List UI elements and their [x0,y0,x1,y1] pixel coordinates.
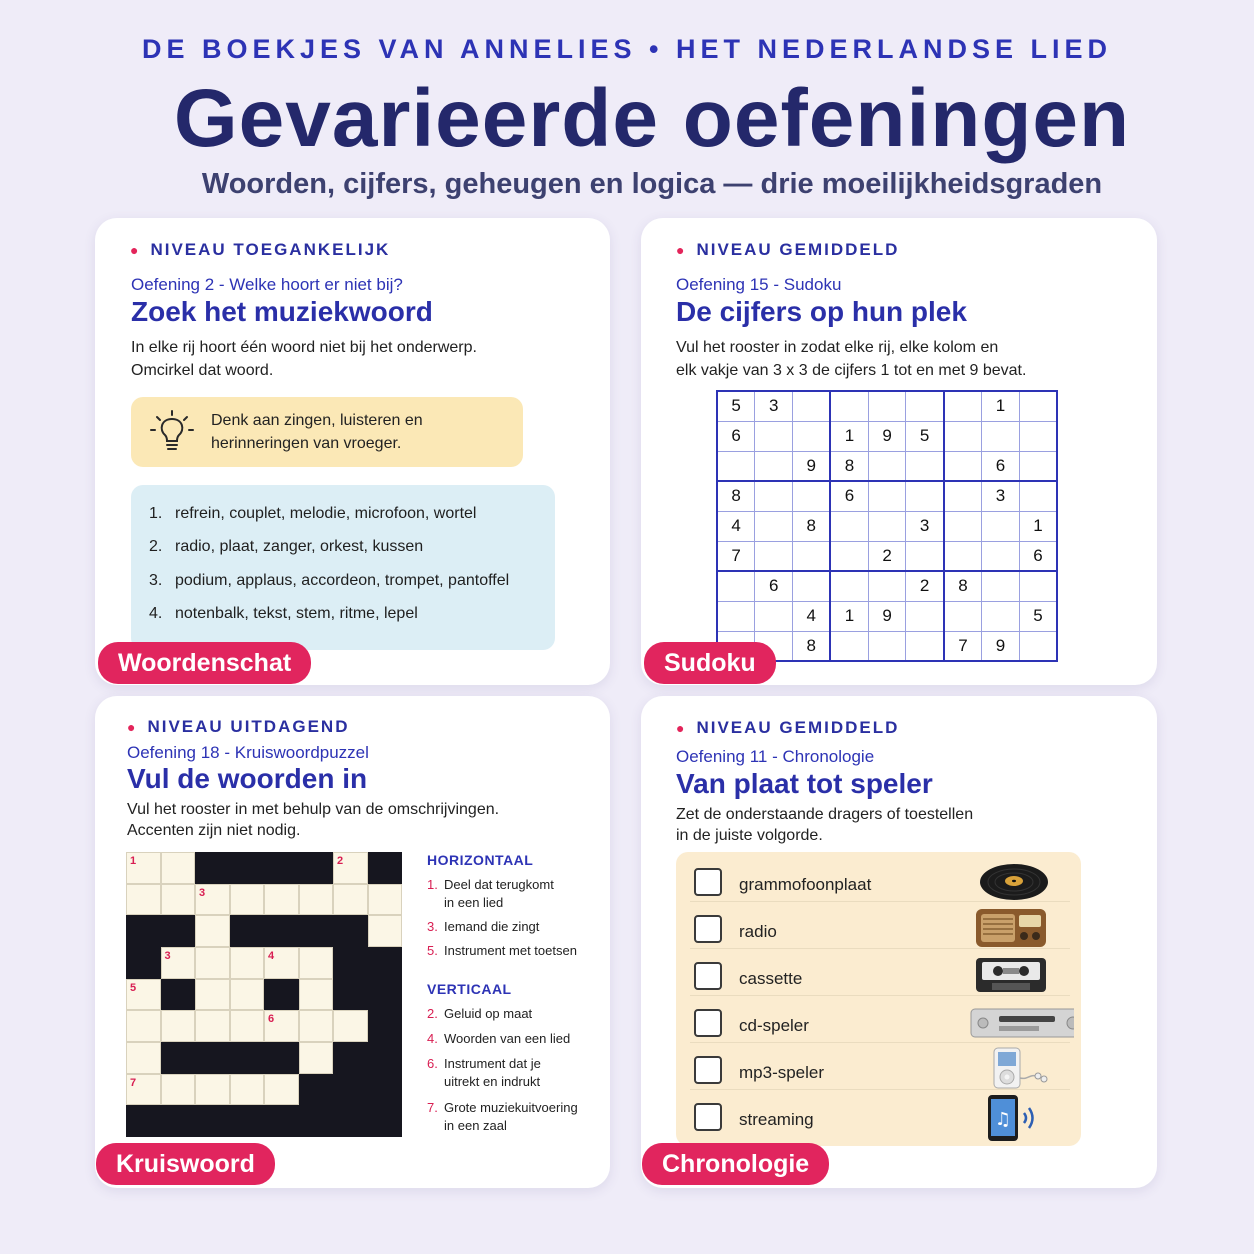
crossword-cell[interactable] [299,884,334,916]
list-item: cassette [690,950,1070,996]
sudoku-cell[interactable] [755,601,793,631]
hint-box [131,397,523,467]
crossword-cell[interactable] [299,979,334,1011]
sudoku-cell[interactable] [793,421,831,451]
sudoku-cell: 5 [717,391,755,421]
crossword-cell[interactable] [126,884,161,916]
sudoku-cell[interactable] [982,601,1020,631]
exercise-label: Oefening 2 - Welke hoort er niet bij? [131,275,403,294]
clue-item: 3. Iemand die zingt [427,919,540,934]
sudoku-cell: 1 [830,421,868,451]
exercise-title: De cijfers op hun plek [676,296,967,327]
sudoku-row [717,601,1057,631]
sudoku-cell[interactable] [868,511,906,541]
sudoku-cell: 2 [868,541,906,571]
clue-item: 2. Geluid op maat [427,1006,533,1021]
mp3-player-icon [958,1046,1048,1090]
sudoku-cell[interactable] [906,541,944,571]
clue-item: 4. Woorden van een lied [427,1031,571,1046]
sudoku-cell[interactable] [906,481,944,511]
crossword-clue-number: 7 [130,1076,137,1089]
order-checkbox[interactable] [694,1009,722,1037]
crossword-cell[interactable] [195,979,230,1011]
crossword-clue-number: 1 [130,855,137,867]
sudoku-cell[interactable] [1019,421,1057,451]
crossword-clue-number: 6 [268,1013,275,1026]
crossword-cell[interactable] [299,947,334,979]
sudoku-cell[interactable] [830,541,868,571]
crossword-cell[interactable] [195,1074,230,1106]
sudoku-cell: 7 [944,631,982,661]
bullet-dot-icon: ● [676,720,687,736]
sudoku-cell[interactable] [755,511,793,541]
sudoku-cell[interactable] [944,511,982,541]
sudoku-cell[interactable] [944,421,982,451]
sudoku-cell[interactable] [868,451,906,481]
sudoku-cell[interactable] [982,421,1020,451]
sudoku-cell[interactable] [717,571,755,601]
level-label: ● NIVEAU TOEGANKELIJK [130,240,391,259]
sudoku-cell[interactable] [830,391,868,421]
sudoku-cell[interactable] [830,631,868,661]
exercise-label: Oefening 11 - Chronologie [676,747,875,766]
sudoku-cell: 9 [793,451,831,481]
exercise-description: Vul het rooster in met behulp van de omschrijvingen. Accenten zijn niet nodig. [127,801,500,839]
hint-text: Denk aan zingen, luisteren en herinneringen van vroeger. [211,412,423,452]
sudoku-cell[interactable] [1019,451,1057,481]
sudoku-row [717,541,1057,571]
exercise-description: Vul het rooster in zodat elke rij, elke kolom en elk vakje van 3 x 3 de cijfers 1 tot en met 9 bevat. [676,339,1027,379]
crossword-cell[interactable] [230,1010,265,1042]
sudoku-row [717,481,1057,511]
sudoku-row [717,511,1057,541]
category-tag-chronologie: Chronologie [642,1143,829,1185]
sudoku-cell: 1 [1019,511,1057,541]
category-tag-woordenschat: Woordenschat [98,642,311,684]
sudoku-cell[interactable] [1019,391,1057,421]
sudoku-cell[interactable] [906,391,944,421]
clues-horizontal [427,852,533,868]
smartphone-streaming-icon [958,1093,1048,1143]
list-item: 1. refrein, couplet, melodie, microfoon, wortel [149,505,477,522]
level-label: ● NIVEAU UITDAGEND [127,717,350,736]
clue-item: 7. Grote muziekuitvoering in een zaal [427,1100,578,1133]
crossword-cell[interactable] [368,915,403,947]
sudoku-cell[interactable] [982,541,1020,571]
page-title: Gevarieerde oefeningen [173,73,1131,164]
category-tag-sudoku: Sudoku [644,642,776,684]
crossword-cell[interactable] [161,1010,196,1042]
sudoku-cell[interactable] [1019,631,1057,661]
sudoku-cell[interactable] [793,571,831,601]
clues-vertical [427,981,512,997]
list-item: streaming ♫ [690,1091,1070,1137]
crossword-cell[interactable] [230,1074,265,1106]
sudoku-row [717,391,1057,421]
crossword-cell[interactable] [126,1010,161,1042]
sudoku-cell[interactable] [944,601,982,631]
exercise-label: Oefening 18 - Kruiswoordpuzzel [127,743,369,762]
sudoku-cell: 1 [830,601,868,631]
crossword-grid [126,852,402,1137]
sudoku-cell: 8 [830,451,868,481]
crossword-cell[interactable] [161,1074,196,1106]
sudoku-cell[interactable] [830,511,868,541]
exercise-title: Zoek het muziekwoord [131,296,433,327]
exercise-description: Zet de onderstaande dragers of toestellen in de juiste volgorde. [676,806,974,844]
crossword-clue-number: 3 [164,950,171,962]
order-checkbox[interactable] [694,962,722,990]
sudoku-cell[interactable] [868,391,906,421]
sudoku-row [717,571,1057,601]
crossword-cell[interactable] [368,884,403,916]
bullet-dot-icon: ● [130,242,141,258]
vinyl-record-icon [958,858,1048,902]
sudoku-cell[interactable] [755,481,793,511]
cd-player-icon [954,999,1074,1043]
level-label: ● NIVEAU GEMIDDELD [676,718,900,737]
sudoku-cell: 4 [793,601,831,631]
list-item: cd-speler [690,997,1070,1043]
crossword-cell[interactable] [264,884,299,916]
page-subtitle: Woorden, cijfers, geheugen en logica — drie moeilijkheidsgraden [201,168,1103,200]
sudoku-cell: 3 [906,511,944,541]
sudoku-cell[interactable] [982,511,1020,541]
sudoku-cell: 5 [906,421,944,451]
crossword-clue-number: 5 [130,981,137,994]
crossword-cell[interactable] [299,1010,334,1042]
crossword-cell[interactable] [161,884,196,916]
sudoku-cell: 3 [755,391,793,421]
list-item: radio [690,903,1070,949]
order-checkbox[interactable] [694,915,722,943]
cassette-icon [958,952,1048,996]
sudoku-cell[interactable] [717,601,755,631]
clue-heading: HORIZONTAAL [427,852,534,868]
list-item: 4. notenbalk, tekst, stem, ritme, lepel [149,605,418,622]
sudoku-cell[interactable] [906,631,944,661]
sudoku-cell: 6 [717,421,755,451]
sudoku-cell[interactable] [830,571,868,601]
sudoku-cell: 6 [1019,541,1057,571]
bullet-dot-icon: ● [127,719,138,735]
crossword-clue-number: 4 [268,950,275,962]
sudoku-row [717,421,1057,451]
crossword-cell[interactable] [126,1042,161,1074]
order-checkbox[interactable] [694,1103,722,1131]
sudoku-cell[interactable] [755,541,793,571]
svg-text:♫: ♫ [994,1109,1012,1130]
sudoku-cell: 4 [717,511,755,541]
sudoku-cell[interactable] [868,571,906,601]
category-tag-kruiswoord: Kruiswoord [96,1143,275,1185]
list-item: 2. radio, plaat, zanger, orkest, kussen [149,538,424,555]
crossword-cell[interactable] [333,884,368,916]
sudoku-cell[interactable] [868,631,906,661]
crossword-cell[interactable] [161,852,196,884]
level-label: ● NIVEAU GEMIDDELD [676,240,900,259]
crossword-cell[interactable] [230,947,265,979]
sudoku-cell[interactable] [944,451,982,481]
exercise-title: Vul de woorden in [127,763,368,794]
sudoku-cell: 3 [982,481,1020,511]
crossword-cell[interactable] [195,947,230,979]
sudoku-cell: 5 [1019,601,1057,631]
sudoku-cell[interactable] [944,541,982,571]
sudoku-cell: 6 [755,571,793,601]
clue-heading: VERTICAAL [427,981,512,997]
crossword-cell[interactable] [333,1010,368,1042]
brand-header: DE BOEKJES VAN ANNELIES • HET NEDERLANDSE LIED [141,34,1113,64]
sudoku-cell[interactable] [755,451,793,481]
radio-icon [958,905,1048,949]
sudoku-cell[interactable] [1019,481,1057,511]
sudoku-cell: 7 [717,541,755,571]
exercise-title: Van plaat tot speler [676,768,933,799]
crossword-cell[interactable] [230,884,265,916]
list-item: grammofoonplaat [690,856,1070,902]
sudoku-cell[interactable] [793,481,831,511]
sudoku-cell: 9 [868,421,906,451]
exercise-description: In elke rij hoort één woord niet bij het onderwerp. Omcirkel dat woord. [131,339,477,379]
sudoku-cell[interactable] [793,541,831,571]
sudoku-cell: 9 [982,631,1020,661]
crossword-cell[interactable] [264,1074,299,1106]
sudoku-cell: 6 [830,481,868,511]
order-checkbox[interactable] [694,1056,722,1084]
clue-item: 5. Instrument met toetsen [427,943,577,958]
crossword-cell[interactable] [195,915,230,947]
crossword-cell[interactable] [299,1042,334,1074]
sudoku-cell: 9 [868,601,906,631]
chronology-list [676,852,1081,1146]
sudoku-cell: 8 [793,631,831,661]
sudoku-cell[interactable] [906,451,944,481]
list-item: mp3-speler [690,1044,1070,1090]
clue-item: 1. Deel dat terugkomt in een lied [427,877,554,910]
sudoku-cell: 8 [717,481,755,511]
sudoku-cell[interactable] [982,571,1020,601]
sudoku-cell[interactable] [793,391,831,421]
bullet-dot-icon: ● [676,242,687,258]
lightbulb-icon [149,409,195,455]
crossword-clue-number: 3 [199,886,206,899]
crossword-cell[interactable] [230,979,265,1011]
list-item: 3. podium, applaus, accordeon, trompet, pantoffel [149,572,510,589]
sudoku-cell[interactable] [1019,571,1057,601]
clue-item: 6. Instrument dat je uitrekt en indrukt [427,1056,541,1089]
exercise-label: Oefening 15 - Sudoku [676,275,842,294]
sudoku-cell[interactable] [906,601,944,631]
sudoku-cell[interactable] [717,451,755,481]
sudoku-cell: 8 [944,571,982,601]
sudoku-cell[interactable] [944,391,982,421]
sudoku-cell[interactable] [944,481,982,511]
crossword-clue-number: 2 [337,855,344,867]
sudoku-cell: 2 [906,571,944,601]
sudoku-grid [716,390,1058,662]
word-list-box [131,485,555,650]
sudoku-cell: 1 [982,391,1020,421]
sudoku-cell: 6 [982,451,1020,481]
crossword-cell[interactable] [195,1010,230,1042]
sudoku-row [717,451,1057,481]
order-checkbox[interactable] [694,868,722,896]
sudoku-cell[interactable] [868,481,906,511]
sudoku-cell[interactable] [755,421,793,451]
sudoku-cell: 8 [793,511,831,541]
